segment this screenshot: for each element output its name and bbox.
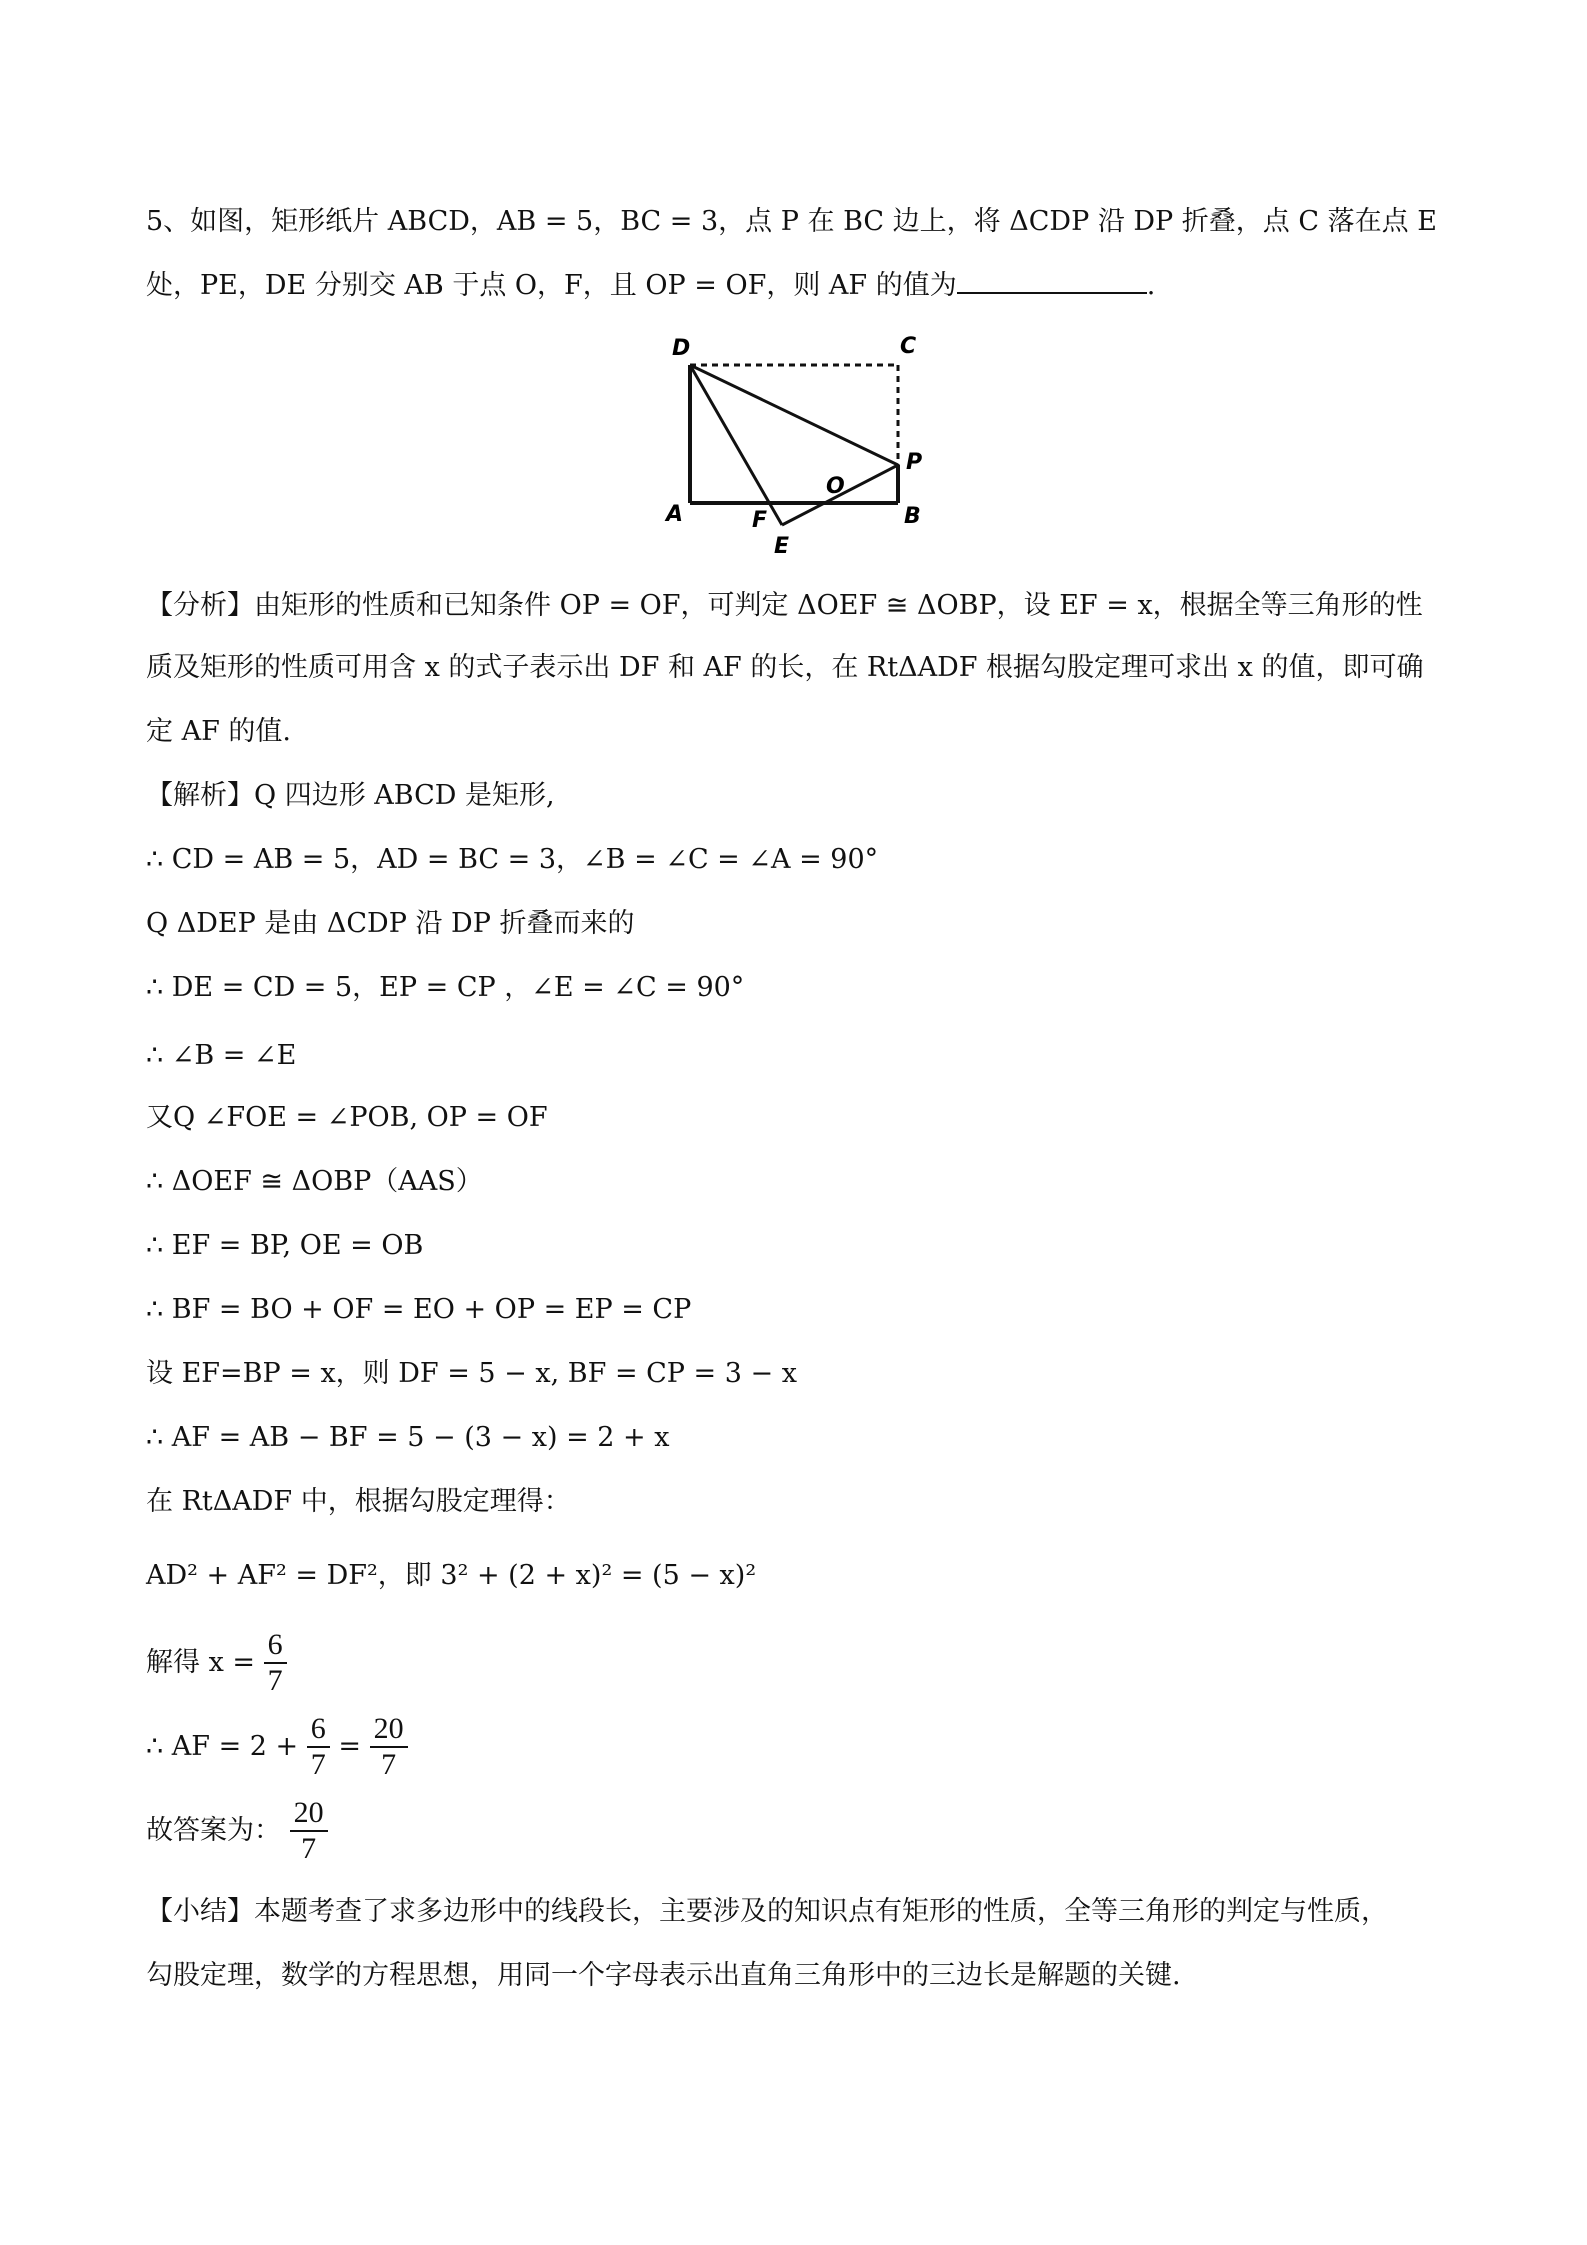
fraction-1-denominator: 7	[310, 1748, 326, 1781]
fraction-six-sevenths	[307, 1712, 330, 1782]
final-answer-numerator: 20	[290, 1796, 328, 1832]
problem-line-2-end: .	[1146, 270, 1156, 301]
step-14-prefix: 解得 x =	[146, 1647, 256, 1678]
final-answer-prefix: 故答案为：	[146, 1815, 281, 1846]
answer-blank	[957, 266, 1147, 294]
geometry-figure	[660, 325, 940, 565]
solution-step-15	[146, 1712, 408, 1782]
solution-step-6: 又Q ∠FOE = ∠POB, OP = OF	[146, 1102, 548, 1133]
label-c: C	[900, 334, 917, 359]
fraction-x	[264, 1628, 287, 1698]
fraction-2-denominator: 7	[381, 1748, 397, 1781]
solution-step-10: 设 EF=BP = x，则 DF = 5 − x, BF = CP = 3 − x	[146, 1358, 797, 1389]
label-a: A	[666, 502, 684, 527]
analysis-line-2: 质及矩形的性质可用含 x 的式子表示出 DF 和 AF 的长，在 RtΔADF 根据勾股定理可求出 x 的值，即可确	[146, 652, 1424, 683]
segment-dp	[690, 365, 898, 465]
step-15-prefix: ∴ AF = 2 +	[146, 1731, 299, 1762]
solution-step-2: ∴ CD = AB = 5，AD = BC = 3，∠B = ∠C = ∠A = 90°	[146, 844, 879, 875]
analysis-line-3: 定 AF 的值.	[146, 716, 291, 747]
problem-line-2-text: 处，PE，DE 分别交 AB 于点 O，F，且 OP = OF，则 AF 的值为	[146, 270, 957, 301]
summary-line-2: 勾股定理，数学的方程思想，用同一个字母表示出直角三角形中的三边长是解题的关键.	[146, 1960, 1181, 1991]
final-answer-fraction	[290, 1796, 328, 1866]
label-d: D	[672, 336, 691, 361]
final-answer-denominator: 7	[301, 1832, 317, 1865]
solution-step-13: AD² + AF² = DF²，即 3² + (2 + x)² = (5 − x)²	[146, 1560, 757, 1591]
solution-step-4: ∴ DE = CD = 5，EP = CP ，∠E = ∠C = 90°	[146, 972, 745, 1003]
label-f: F	[752, 508, 768, 533]
label-b: B	[904, 504, 921, 529]
label-p: P	[906, 450, 923, 475]
fraction-twenty-sevenths	[370, 1712, 408, 1782]
fraction-x-denominator: 7	[267, 1664, 283, 1697]
label-e: E	[774, 534, 790, 559]
summary-line-1: 【小结】本题考查了求多边形中的线段长，主要涉及的知识点有矩形的性质，全等三角形的判定与性质，	[146, 1896, 1388, 1927]
solution-step-12: 在 RtΔADF 中，根据勾股定理得：	[146, 1486, 571, 1517]
step-15-equals: =	[338, 1731, 361, 1762]
problem-line-1: 5、如图，矩形纸片 ABCD，AB = 5，BC = 3，点 P 在 BC 边上，将 ΔCDP 沿 DP 折叠，点 C 落在点 E	[146, 206, 1437, 237]
solution-step-11: ∴ AF = AB − BF = 5 − (3 − x) = 2 + x	[146, 1422, 670, 1453]
fraction-1-numerator: 6	[307, 1712, 330, 1748]
solution-step-7: ∴ ΔOEF ≅ ΔOBP（AAS）	[146, 1166, 483, 1197]
problem-line-2	[146, 266, 1155, 306]
solution-step-1: 【解析】Q 四边形 ABCD 是矩形,	[146, 780, 555, 811]
label-o: O	[826, 474, 845, 499]
solution-step-5: ∴ ∠B = ∠E	[146, 1040, 297, 1071]
solution-step-8: ∴ EF = BP, OE = OB	[146, 1230, 424, 1261]
solution-step-9: ∴ BF = BO + OF = EO + OP = EP = CP	[146, 1294, 692, 1325]
fraction-x-numerator: 6	[264, 1628, 287, 1664]
solution-step-14	[146, 1628, 287, 1698]
solution-step-3: Q ΔDEP 是由 ΔCDP 沿 DP 折叠而来的	[146, 908, 635, 939]
analysis-line-1: 【分析】由矩形的性质和已知条件 OP = OF，可判定 ΔOEF ≅ ΔOBP，设 EF = x，根据全等三角形的性	[146, 590, 1423, 621]
final-answer	[146, 1796, 328, 1866]
fraction-2-numerator: 20	[370, 1712, 408, 1748]
